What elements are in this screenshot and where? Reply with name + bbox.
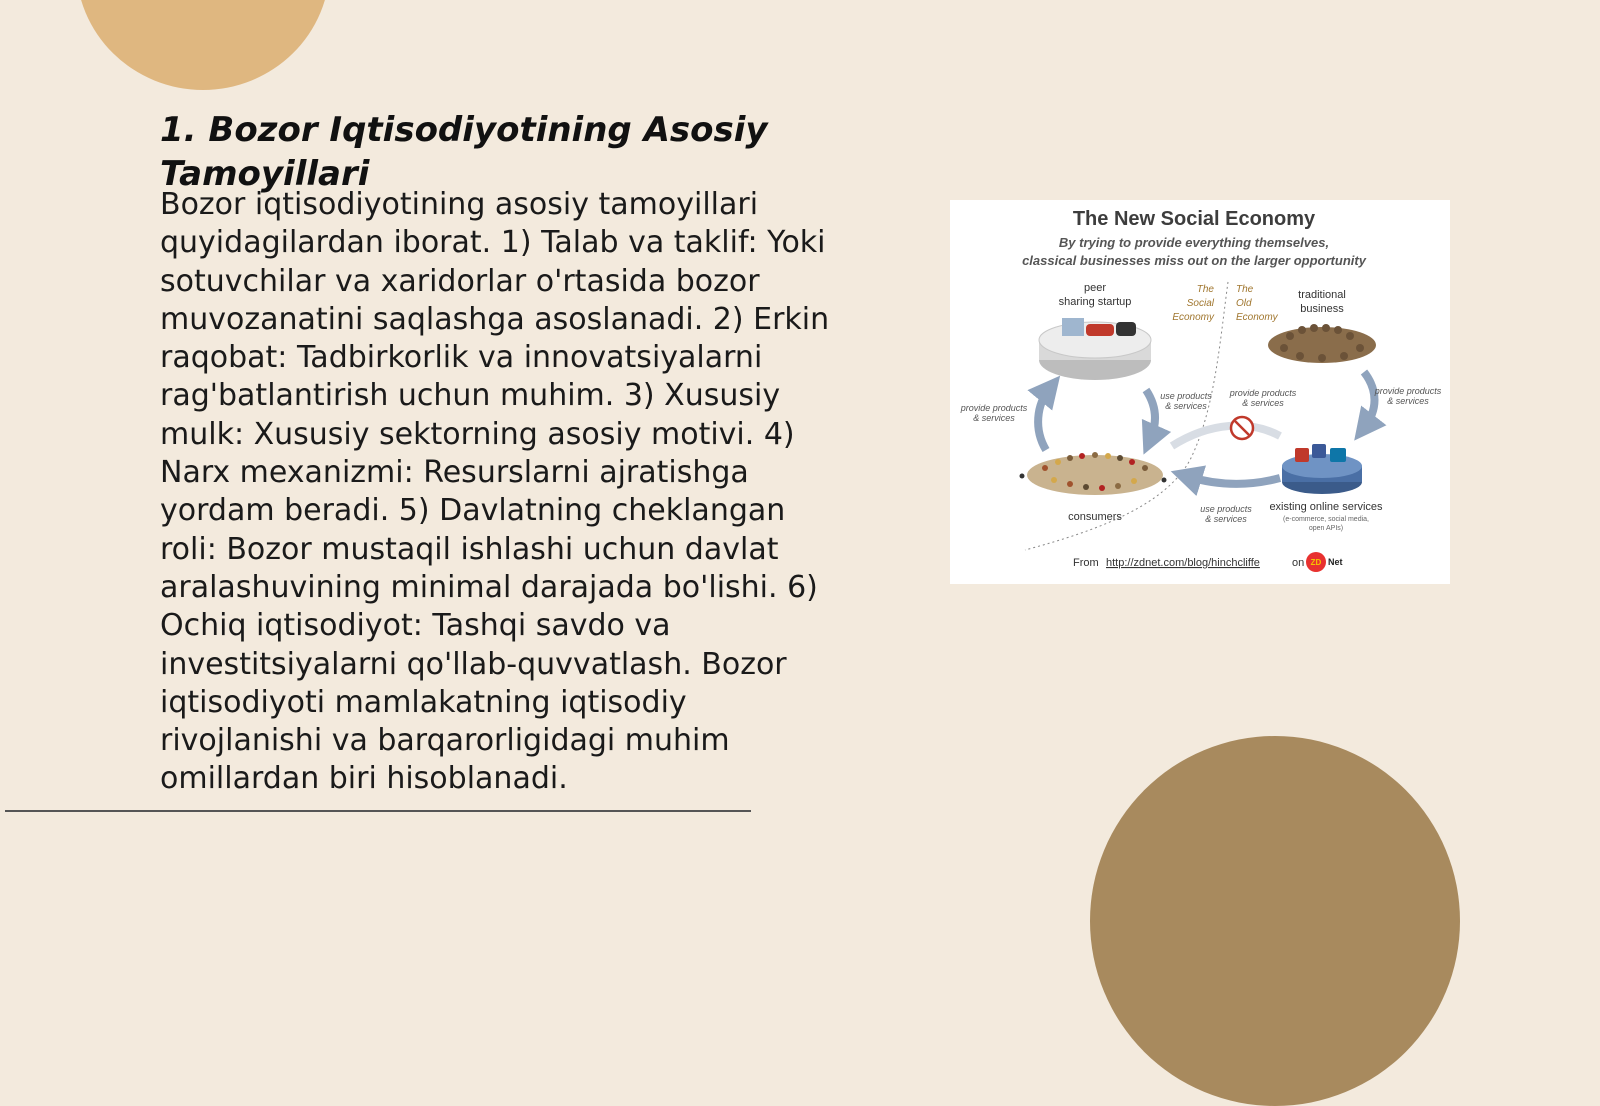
peer-label-2: sharing startup	[1058, 296, 1132, 308]
use-mid-label-1: use products	[1160, 391, 1212, 401]
social-economy-figure	[950, 200, 1450, 584]
old-economy-label-3: Economy	[1236, 312, 1278, 323]
social-economy-label-1: The	[1196, 284, 1214, 295]
consumers-label: consumers	[1068, 511, 1122, 523]
use-bottom-arrow	[1186, 476, 1280, 484]
provide-left-arrow	[1038, 388, 1050, 450]
svg-text:Net: Net	[1328, 557, 1343, 567]
decorative-circle-top	[76, 0, 330, 90]
divider-line	[5, 810, 751, 812]
traditional-label-2: business	[1300, 303, 1344, 315]
traditional-label-1: traditional	[1298, 289, 1346, 301]
social-economy-label-3: Economy	[1172, 312, 1214, 323]
use-mid-arrow	[1146, 390, 1155, 440]
social-economy-diagram	[950, 200, 1450, 584]
blocked-arrow	[1172, 426, 1280, 446]
provide-left-label-2: & services	[973, 413, 1015, 423]
traditional-business-crowd-icon	[1268, 324, 1376, 363]
old-economy-label-2: Old	[1236, 298, 1252, 309]
use-bottom-label-2: & services	[1205, 514, 1247, 524]
online-services-label-2: (e-commerce, social media,	[1283, 516, 1369, 523]
online-services-label-1: existing online services	[1269, 501, 1383, 513]
provide-right-label-2: & services	[1387, 396, 1429, 406]
provide-left-label-1: provide products	[960, 403, 1028, 413]
slide-body-text: Bozor iqtisodiyotining asosiy tamoyillari quyidagilardan iborat. 1) Talab va taklif: Yoki sotuvchilar va xaridorlar o'rtasida bozor muvozanatini saqlashga asoslanadi. 2) Erkin raqobat: Tadbirkorlik va innovatsiyalarni rag'batlantirish uchun muhim. 3) Xususiy mulk: Xususiy sektorning asosiy motivi. 4) Narx mexanizmi: Resurslarni ajratishga yordam beradi. 5) Davlatning cheklangan roli: Bozor mustaqil ishlashi uchun davlat aralashuvining minimal darajada bo'lishi. 6) Ochiq iqtisodiyot: Tashqi savdo va investitsiyalarni qo'llab-quvvatlash. Bozor iqtisodiyoti mamlakatning iqtisodiy rivojlanishi va barqarorligidagi muhim omillardan biri hisoblanadi.	[160, 187, 830, 797]
online-services-platform-icon	[1282, 444, 1362, 494]
peer-platform-icon	[1039, 318, 1151, 380]
figure-subtitle-1: By trying to provide everything themselves,	[1058, 235, 1330, 250]
figure-subtitle-2: classical businesses miss out on the larger opportunity	[1022, 253, 1366, 268]
zdnet-logo	[1306, 552, 1343, 572]
old-economy-label-1: The	[1236, 284, 1254, 295]
consumers-crowd-icon	[1020, 452, 1167, 495]
figure-title: The New Social Economy	[1072, 208, 1316, 230]
decorative-circle-bottom	[1090, 736, 1460, 1106]
source-from: From	[1073, 557, 1099, 569]
use-mid-label-2: & services	[1165, 401, 1207, 411]
svg-text:ZD: ZD	[1310, 558, 1322, 567]
use-bottom-label-1: use products	[1200, 504, 1252, 514]
source-link[interactable]: http://zdnet.com/blog/hinchcliffe	[1106, 557, 1260, 569]
provide-mid-label-1: provide products	[1229, 388, 1297, 398]
online-services-label-3: open APIs)	[1308, 525, 1344, 532]
social-economy-label-2: Social	[1186, 298, 1214, 309]
provide-right-arrow	[1364, 372, 1375, 428]
slide-title: 1. Bozor Iqtisodiyotining Asosiy Tamoyillari	[160, 110, 768, 194]
provide-right-label-1: provide products	[1374, 386, 1442, 396]
source-on: on	[1292, 557, 1305, 569]
provide-mid-label-2: & services	[1242, 398, 1284, 408]
peer-label-1: peer	[1083, 282, 1107, 294]
